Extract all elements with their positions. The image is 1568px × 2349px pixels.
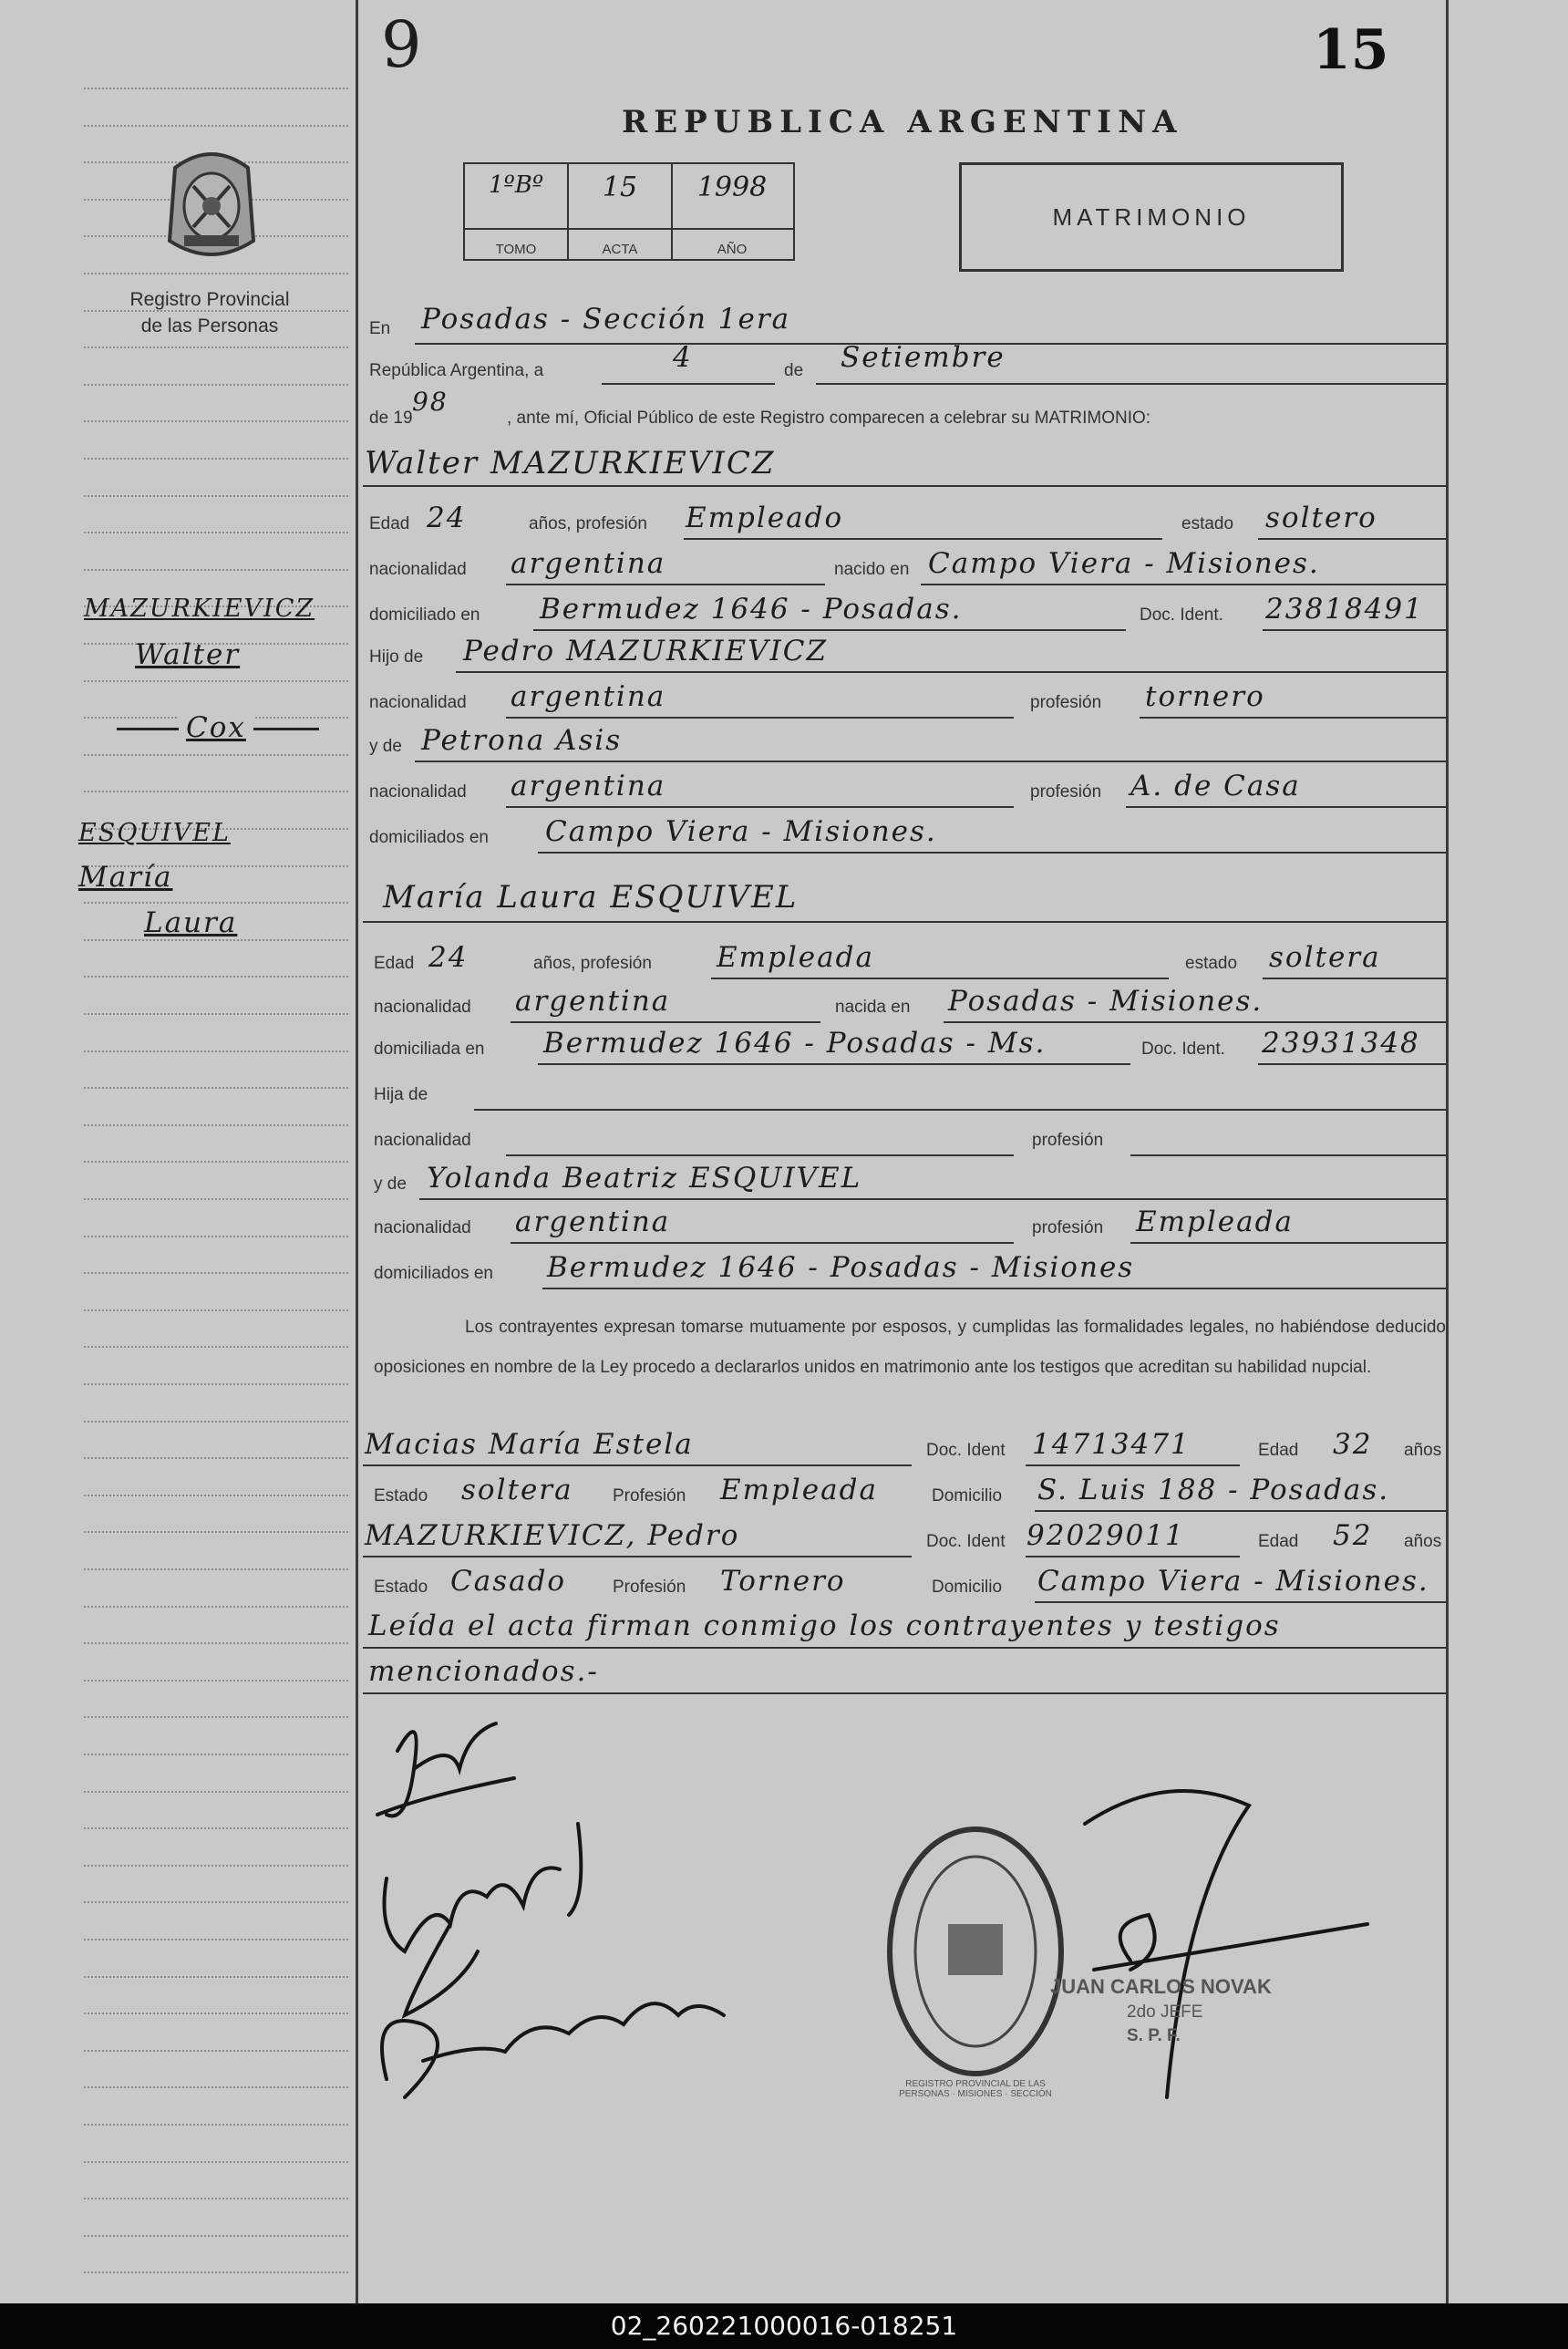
- margin-dot-line: [84, 2013, 348, 2014]
- statement-paragraph: Los contrayentes expresan tomarse mutuamente por esposos, y cumplidas las formalidades legales, no habiéndose deducido oposiciones en nombre de la Ley procedo a declararlos unidos en matrimonio ante los testigos que acreditan su habilidad nupcial.: [374, 1318, 1446, 1377]
- groom-row0-0-label: Edad: [369, 514, 410, 533]
- margin-dot-line: [84, 2271, 348, 2273]
- groom-row3-2-line: [456, 671, 1446, 673]
- margin-dot-line: [84, 1124, 348, 1126]
- margin-dot-line: [84, 1421, 348, 1423]
- groom-row1-4-value: Campo Viera - Misiones.: [928, 547, 1320, 580]
- margin-dot-line: [84, 1383, 348, 1385]
- closing-statement: Leída el acta firman conmigo los contrayentes y testigos mencionados.-: [368, 1609, 1281, 1688]
- margin-dot-line: [84, 976, 348, 978]
- groom-row0-5-label: estado: [1181, 514, 1234, 533]
- groom-name-line: [363, 485, 1446, 487]
- bride-row2-4-value: 23931348: [1262, 1027, 1420, 1060]
- bride-row3-2-line: [474, 1109, 1446, 1111]
- witness-row2-4-line: [1026, 1556, 1240, 1557]
- witness-row2-5-label: Edad: [1258, 1532, 1299, 1551]
- margin-dot-line: [84, 1680, 348, 1682]
- margin-dot-line: [84, 1531, 348, 1533]
- bride-row2-1-value: Bermudez 1646 - Posadas - Ms.: [543, 1027, 1047, 1060]
- groom-row3-0-label: Hijo de: [369, 647, 424, 667]
- margin-groom-surname: MAZURKIEVICZ: [84, 595, 315, 623]
- witness-row3-5-value: Campo Viera - Misiones.: [1037, 1565, 1429, 1598]
- groom-row1-3-label: nacido en: [834, 560, 910, 579]
- margin-dot-line: [84, 88, 348, 89]
- bride-row1-5-line: [944, 1021, 1446, 1023]
- margin-dot-line: [84, 1346, 348, 1348]
- margin-dot-line: [84, 1642, 348, 1644]
- witness-row0-0-value: Macias María Estela: [365, 1428, 694, 1461]
- witness-row3-1-value: Casado: [450, 1565, 567, 1598]
- margin-dot-line: [84, 1236, 348, 1237]
- bride-row4-3-label: profesión: [1032, 1131, 1104, 1150]
- margin-dot-line: [84, 2124, 348, 2126]
- witness-row0-5-label: Edad: [1258, 1441, 1299, 1460]
- witness-row2-7-label: años: [1404, 1532, 1442, 1551]
- registry-name: Registro Provincial de las Personas: [129, 289, 290, 336]
- groom-row7-2-line: [538, 852, 1446, 854]
- margin-dot-line: [84, 2050, 348, 2052]
- margin-dot-line: [84, 1865, 348, 1867]
- anio-value: 1998: [696, 171, 768, 203]
- day-value: 4: [673, 341, 693, 374]
- witness-row1-1-value: soltera: [461, 1474, 573, 1506]
- groom-row7-1-value: Campo Viera - Misiones.: [545, 815, 937, 848]
- bride-row2-3-label: Doc. Ident.: [1141, 1040, 1225, 1059]
- groom-row6-3-label: profesión: [1030, 782, 1102, 802]
- margin-dot-line: [84, 939, 348, 941]
- witness-row1-4-label: Domicilio: [932, 1486, 1003, 1506]
- bride-row4-2-line: [506, 1154, 1014, 1156]
- bride-row0-4-line: [711, 978, 1169, 979]
- bride-row5-0-label: y de: [374, 1174, 407, 1194]
- margin-dot-line: [84, 569, 348, 571]
- year-text-label: , ante mí, Oficial Público de este Registro comparecen a celebrar su MATRIMONIO:: [507, 409, 1151, 428]
- margin-dot-line: [84, 2161, 348, 2163]
- groom-row0-2-label: años, profesión: [529, 514, 647, 533]
- en-label: En: [369, 319, 391, 338]
- bride-row0-7-line: [1263, 978, 1446, 979]
- bride-name-value: María Laura ESQUIVEL: [383, 879, 799, 916]
- place-value: Posadas - Sección 1era: [421, 303, 791, 336]
- witness-row3-3-value: Tornero: [720, 1565, 846, 1598]
- margin-dot-line: [84, 1087, 348, 1089]
- groom-row6-4-value: A. de Casa: [1130, 770, 1301, 802]
- margin-dot-line: [84, 1161, 348, 1163]
- margin-dot-line: [84, 273, 348, 274]
- groom-row2-4-value: 23818491: [1265, 593, 1424, 626]
- bride-row2-0-label: domiciliada en: [374, 1040, 485, 1059]
- bride-row0-3-value: Empleada: [717, 941, 874, 974]
- republica-label: República Argentina, a: [369, 361, 544, 380]
- witness-row3-4-label: Domicilio: [932, 1578, 1003, 1597]
- seal-text: REGISTRO PROVINCIAL DE LAS PERSONAS · MISIONES · SECCIÓN: [899, 2079, 1052, 2099]
- official-seal: [884, 1824, 1067, 2079]
- bride-row2-5-line: [1258, 1063, 1446, 1065]
- bride-row6-4-value: Empleada: [1136, 1206, 1294, 1238]
- margin-divider-word: Cox: [179, 711, 253, 744]
- margin-dot-line: [84, 384, 348, 386]
- day-line: [602, 383, 775, 385]
- groom-row6-0-label: nacionalidad: [369, 782, 467, 802]
- groom-row5-1-value: Petrona Asis: [421, 724, 623, 757]
- groom-row5-0-label: y de: [369, 737, 402, 756]
- margin-dot-line: [84, 495, 348, 497]
- bride-row7-1-value: Bermudez 1646 - Posadas - Misiones: [547, 1251, 1135, 1284]
- bride-row1-4-value: Posadas - Misiones.: [948, 985, 1264, 1018]
- official-unit: S. P. F.: [1127, 2026, 1181, 2045]
- margin-dot-line: [84, 1827, 348, 1829]
- signatures-area: [350, 1714, 769, 2116]
- groom-row4-1-value: argentina: [511, 680, 666, 713]
- bride-row0-2-label: años, profesión: [533, 954, 652, 973]
- de-label: de: [784, 361, 804, 380]
- bride-row6-5-line: [1130, 1242, 1446, 1244]
- bride-row2-2-line: [538, 1063, 1130, 1065]
- tomo-label: TOMO: [495, 242, 537, 257]
- month-line: [816, 383, 1446, 385]
- official-signature: [1076, 1787, 1386, 2116]
- margin-dot-line: [84, 1272, 348, 1274]
- groom-row4-3-label: profesión: [1030, 693, 1102, 712]
- bride-row5-2-line: [419, 1198, 1446, 1200]
- groom-row7-0-label: domiciliados en: [369, 828, 489, 847]
- bride-name-line: [363, 921, 1446, 923]
- groom-row0-6-value: soltero: [1265, 502, 1377, 534]
- bride-row6-1-value: argentina: [515, 1206, 671, 1238]
- groom-row3-1-value: Pedro MAZURKIEVICZ: [463, 635, 829, 667]
- margin-dot-line: [84, 125, 348, 127]
- witness-row0-4-line: [1026, 1464, 1240, 1466]
- groom-row6-2-line: [506, 806, 1014, 808]
- bride-row1-3-label: nacida en: [835, 998, 911, 1017]
- margin-dot-line: [84, 458, 348, 460]
- margin-bride-first: María: [78, 861, 173, 894]
- record-number-box: [463, 162, 795, 261]
- witness-row0-3-value: 14713471: [1032, 1428, 1191, 1461]
- margin-groom-first: Walter: [135, 638, 241, 671]
- groom-row2-3-label: Doc. Ident.: [1140, 605, 1223, 625]
- acta-value: 15: [602, 171, 638, 203]
- bride-row4-0-label: nacionalidad: [374, 1131, 471, 1150]
- year-value: 98: [412, 387, 449, 417]
- bride-row4-4-line: [1130, 1154, 1446, 1156]
- witness-row0-7-label: años: [1404, 1441, 1442, 1460]
- country-title: REPUBLICA ARGENTINA: [622, 104, 1183, 140]
- margin-dot-line: [84, 1309, 348, 1311]
- bride-row0-0-label: Edad: [374, 954, 415, 973]
- groom-row2-1-value: Bermudez 1646 - Posadas.: [540, 593, 963, 626]
- witness-row1-3-value: Empleada: [720, 1474, 878, 1506]
- month-value: Setiembre: [841, 341, 1006, 374]
- witness-row2-1-line: [363, 1556, 912, 1557]
- bride-row1-0-label: nacionalidad: [374, 998, 471, 1017]
- page-corner-mark: 9: [381, 7, 424, 82]
- margin-dot-line: [84, 1939, 348, 1940]
- bride-row5-1-value: Yolanda Beatriz ESQUIVEL: [427, 1162, 862, 1195]
- margin-dot-line: [84, 1050, 348, 1052]
- registry-logo: [157, 140, 266, 268]
- right-edge-line: [1446, 0, 1449, 2303]
- margin-dot-line: [84, 1013, 348, 1015]
- bride-row7-2-line: [542, 1288, 1446, 1289]
- witness-row1-5-value: S. Luis 188 - Posadas.: [1037, 1474, 1390, 1506]
- groom-row1-1-value: argentina: [511, 547, 666, 580]
- witness-row1-6-line: [1035, 1510, 1446, 1512]
- witness-row3-2-label: Profesión: [613, 1578, 686, 1597]
- bride-row3-0-label: Hija de: [374, 1085, 428, 1104]
- groom-row2-0-label: domiciliado en: [369, 605, 480, 625]
- margin-dot-line: [84, 1754, 348, 1755]
- groom-row4-0-label: nacionalidad: [369, 693, 467, 712]
- margin-dot-line: [84, 1716, 348, 1718]
- witness-row2-3-value: 92029011: [1026, 1519, 1185, 1552]
- margin-bride-second: Laura: [144, 906, 238, 939]
- official-name: JUAN CARLOS NOVAK: [1050, 1975, 1272, 1998]
- groom-row6-1-value: argentina: [511, 770, 666, 802]
- margin-dot-line: [84, 680, 348, 682]
- page-number: 15: [1313, 18, 1389, 82]
- groom-row5-2-line: [415, 761, 1446, 762]
- bride-row6-0-label: nacionalidad: [374, 1218, 471, 1237]
- witness-row0-1-line: [363, 1464, 912, 1466]
- witness-row2-0-value: MAZURKIEVICZ, Pedro: [365, 1519, 740, 1552]
- anio-label: AÑO: [717, 242, 748, 257]
- bride-row1-2-line: [511, 1021, 820, 1023]
- margin-dot-line: [84, 902, 348, 904]
- margin-dot-line: [84, 1791, 348, 1793]
- groom-row4-4-value: tornero: [1145, 680, 1265, 713]
- record-type-box: [959, 162, 1344, 272]
- margin-dot-line: [84, 2198, 348, 2199]
- year-prefix-label: de 19: [369, 409, 413, 428]
- margin-dot-line: [84, 2086, 348, 2088]
- groom-row2-2-line: [533, 629, 1126, 631]
- witness-row1-0-label: Estado: [374, 1486, 428, 1506]
- official-title: 2do JEFE: [1127, 2002, 1203, 2022]
- witness-row0-2-label: Doc. Ident: [926, 1441, 1006, 1460]
- margin-dot-line: [84, 420, 348, 422]
- witness-row3-0-label: Estado: [374, 1578, 428, 1597]
- bride-row6-3-label: profesión: [1032, 1218, 1104, 1237]
- bride-row0-5-label: estado: [1185, 954, 1238, 973]
- witness-row1-2-label: Profesión: [613, 1486, 686, 1506]
- margin-dot-line: [84, 1198, 348, 1200]
- margin-dot-line: [84, 2235, 348, 2237]
- groom-row0-3-value: Empleado: [686, 502, 844, 534]
- groom-row0-4-line: [684, 538, 1162, 540]
- margin-dot-line: [84, 791, 348, 792]
- margin-dot-line: [84, 1976, 348, 1978]
- footer-id: 02_260221000016-018251: [0, 2303, 1568, 2349]
- margin-dot-line: [84, 1495, 348, 1496]
- groom-row4-2-line: [506, 717, 1014, 719]
- groom-row0-7-line: [1258, 538, 1446, 540]
- margin-dot-line: [84, 347, 348, 348]
- groom-row4-5-line: [1140, 717, 1446, 719]
- witness-row0-6-value: 32: [1333, 1428, 1373, 1461]
- bride-row6-2-line: [511, 1242, 1014, 1244]
- groom-row2-5-line: [1263, 629, 1446, 631]
- bride-row0-6-value: soltera: [1269, 941, 1381, 974]
- margin-dot-line: [84, 532, 348, 533]
- witness-row2-2-label: Doc. Ident: [926, 1532, 1006, 1551]
- tomo-value: 1ºBº: [488, 171, 544, 199]
- groom-row0-1-value: 24: [427, 502, 467, 534]
- bride-row1-1-value: argentina: [515, 985, 671, 1018]
- margin-dot-line: [84, 1457, 348, 1459]
- record-type-label: MATRIMONIO: [1052, 203, 1251, 231]
- groom-row1-5-line: [921, 584, 1446, 585]
- margin-bride-surname: ESQUIVEL: [78, 819, 231, 847]
- margin-dot-line: [84, 1901, 348, 1903]
- bride-row7-0-label: domiciliados en: [374, 1264, 493, 1283]
- groom-row6-5-line: [1126, 806, 1446, 808]
- groom-row1-2-line: [506, 584, 825, 585]
- acta-label: ACTA: [602, 242, 638, 257]
- margin-dot-line: [84, 1568, 348, 1570]
- bride-row0-1-value: 24: [428, 941, 469, 974]
- margin-dot-line: [84, 754, 348, 756]
- witness-row2-6-value: 52: [1333, 1519, 1373, 1552]
- margin-dot-line: [84, 1606, 348, 1608]
- groom-name-value: Walter MAZURKIEVICZ: [365, 445, 776, 481]
- groom-row1-0-label: nacionalidad: [369, 560, 467, 579]
